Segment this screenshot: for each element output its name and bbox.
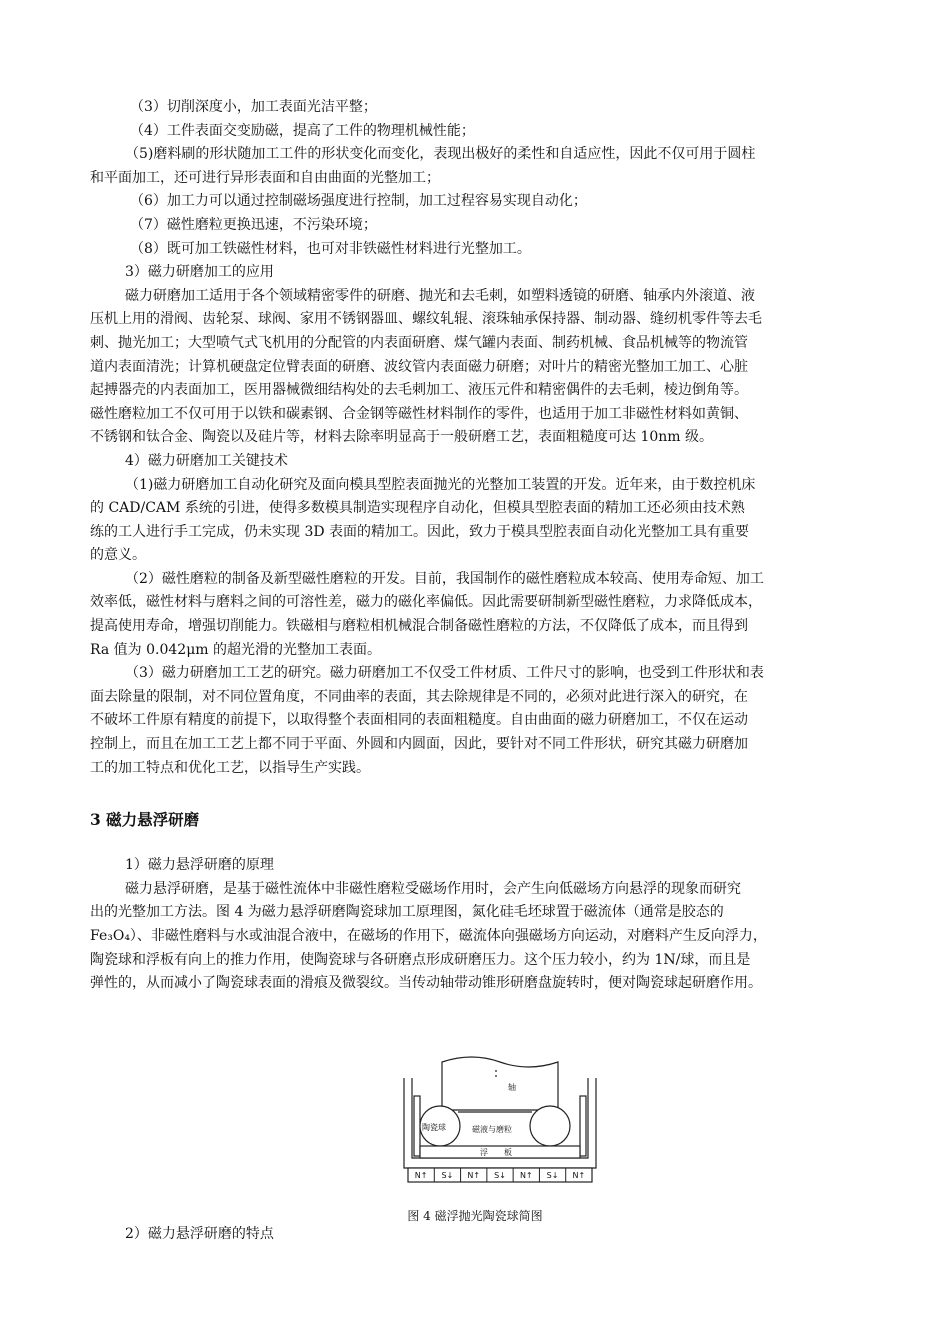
list-item: （7）磁性磨粒更换迅速，不污染环境； [130,216,377,233]
magnet-pole-label: S↓ [494,1171,506,1180]
magnet-pole-label: S↓ [546,1171,559,1180]
paragraph-line: 道内表面清洗；计算机硬盘定位臂表面的研磨、波纹管内表面磁力研磨；对叶片的精密光整加工加工、心脏 [90,358,748,375]
list-item-continued: 和平面加工，还可进行异形表面和自由曲面的光整加工； [90,169,440,186]
label-float: 浮 板 [480,1148,512,1157]
paragraph-line: 弹性的，从而减小了陶瓷球表面的滑痕及微裂纹。当传动轴带动锥形研磨盘旋转时，便对陶瓷球起研磨作用。 [90,975,762,992]
paragraph-line: 不破坏工件原有精度的前提下，以取得整个表面相同的表面粗糙度。自由曲面的磁力研磨加工，不仅在运动 [90,712,748,729]
label-fluid: 磁液与磨粒 [472,1125,512,1134]
magnet-pole-label: N↑ [519,1171,533,1180]
document-body [90,96,862,996]
list-item: （4）工件表面交变励磁，提高了工件的物理机械性能； [130,122,475,139]
magnet-pole-label: N↑ [572,1171,586,1180]
magnet-pole-label: S↓ [441,1171,454,1180]
figure-caption: 图 4 磁浮抛光陶瓷球简图 [407,1209,543,1223]
right-pillar [580,1096,586,1156]
section-heading: 2）磁力悬浮研磨的特点 [125,1226,274,1242]
label-ball: 陶瓷球 [422,1123,446,1132]
paragraph-line: 工的加工特点和优化工艺，以指导生产实践。 [90,759,370,776]
paragraph-line: Fe₃O₄）、非磁性磨料与水或油混合液中，在磁场的作用下，磁流体向强磁场方向运动，对磨料产生反向浮力， [90,928,767,944]
list-item: （8）既可加工铁磁性材料，也可对非铁磁性材料进行光整加工。 [130,240,531,257]
paragraph-line: Ra 值为 0.042μm 的超光滑的光整加工表面。 [90,641,382,658]
paragraph-line: 控制上，而且在加工工艺上都不同于平面、外圆和内圆面，因此，要针对不同工件形状，研究其磁力研磨加 [90,736,748,753]
paragraph-line: 陶瓷球和浮板有向上的推力作用，使陶瓷球与各研磨点形成研磨压力。这个压力较小，约为 1N/球，而且是 [90,951,751,968]
paragraph-line: 的意义。 [90,547,146,564]
label-shaft: 轴 [508,1083,516,1092]
left-pillar [414,1096,420,1156]
list-item: （6）加工力可以通过控制磁场强度进行控制，加工过程容易实现自动化； [130,193,587,210]
paragraph-line: 面去除量的限制，对不同位置角度，不同曲率的表面，其去除规律是不同的，必须对此进行深入的研究，在 [90,688,748,705]
paragraph-line: 提高使用寿命，增强切削能力。铁磁相与磨粒相机械混合制备磁性磨粒的方法，不仅降低了成本，而且得到 [90,618,748,635]
list-item: （5)磨料刷的形状随加工工件的形状变化而变化，表现出极好的柔性和自适应性，因此不仅可用于圆柱 [125,146,756,163]
paragraph-line: 练的工人进行手工完成，仍未实现 3D 表面的精加工。因此，致力于模具型腔表面自动化光整加工具有重要 [90,523,750,540]
paragraph-line: 不锈钢和钛合金、陶瓷以及硅片等，材料去除率明显高于一般研磨工艺，表面粗糙度可达 10nm 级。 [90,429,714,446]
magnet-pole-label: N↑ [467,1171,481,1180]
paragraph-line: 磁力研磨加工适用于各个领域精密零件的研磨、抛光和去毛刺，如塑料透镜的研磨、轴承内外滚道、液 [125,287,755,304]
paragraph-line: 刺、抛光加工；大型喷气式飞机用的分配管的内表面研磨、煤气罐内表面、制药机械、食品机械等的物流管 [90,334,748,351]
paragraph-line: 压机上用的滑阀、齿轮泵、球阀、家用不锈钢器皿、螺纹轧辊、滚珠轴承保持器、制动器、缝纫机零件等去毛 [90,311,762,328]
paragraph-line: 的 CAD/CAM 系统的引进，使得多数模具制造实现程序自动化，但模具型腔表面的精加工还必须由技术熟 [90,500,745,517]
paragraph-line: 磁性磨粒加工不仅可用于以铁和碳素钢、合金钢等磁性材料制作的零件，也适用于加工非磁性材料如黄铜、 [90,405,748,422]
paragraph-line: （1)磁力研磨加工自动化研究及面向模具型腔表面抛光的光整加工装置的开发。近年来，由于数控机床 [125,476,756,493]
magnet-pole-label: N↑ [414,1171,428,1180]
section-heading: 4）磁力研磨加工关键技术 [125,452,288,469]
section-heading: 1）磁力悬浮研磨的原理 [125,857,274,874]
paragraph-line: 起搏器壳的内表面加工，医用器械微细结构处的去毛刺加工、液压元件和精密偶件的去毛刺，棱边倒角等。 [90,382,748,399]
paragraph-line: （3）磁力研磨加工工艺的研究。磁力研磨加工不仅受工件材质、工件尺寸的影响，也受到工件形状和表 [125,665,764,682]
figure-diagram [400,1048,600,1184]
section-heading: 3）磁力研磨加工的应用 [125,264,274,281]
ceramic-ball-right [530,1106,570,1146]
paragraph-line: 磁力悬浮研磨，是基于磁性流体中非磁性磨粒受磁场作用时，会产生向低磁场方向悬浮的现象而研究 [125,880,741,897]
list-item: （3）切削深度小，加工表面光洁平整； [130,99,377,115]
paragraph-line: 出的光整加工方法。图 4 为磁力悬浮研磨陶瓷球加工原理图，氮化硅毛坯球置于磁流体（通常是胶态的 [90,904,724,921]
paragraph-line: 效率低，磁性材料与磨料之间的可溶性差，磁力的磁化率偏低。因此需要研制新型磁性磨粒，力求降低成本， [90,594,762,611]
paragraph-line: （2）磁性磨粒的制备及新型磁性磨粒的开发。目前，我国制作的磁性磨粒成本较高、使用寿命短、加工 [125,570,764,587]
shaft [442,1057,558,1110]
chapter-heading: 3 磁力悬浮研磨 [90,810,200,830]
